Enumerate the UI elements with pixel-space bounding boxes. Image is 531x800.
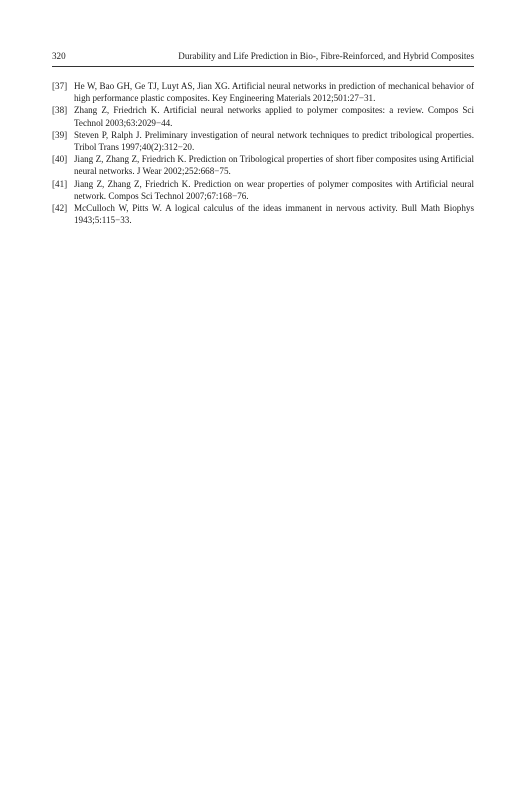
reference-text: Zhang Z, Friedrich K. Artificial neural networks applied to polymer composites: a review. Compos Sci Technol 2003;63:2029−44. [74,105,474,128]
reference-number: [38] [52,105,68,116]
reference-item [52,178,474,202]
reference-text: Jiang Z, Zhang Z, Friedrich K. Prediction on Tribological properties of short fiber composites using Artificial neural networks. J Wear 2002;252:668−75. [74,154,474,177]
page-number: 320 [52,51,66,61]
reference-item [52,80,474,104]
reference-item [52,104,474,128]
running-head [52,51,474,62]
reference-text: McCulloch W, Pitts W. A logical calculus of the ideas immanent in nervous activity. Bull Math Biophys 1943;5:115−33. [74,203,474,226]
reference-item [52,153,474,177]
reference-number: [39] [52,129,68,140]
header-rule [52,66,474,67]
reference-text: Jiang Z, Zhang Z, Friedrich K. Prediction on wear properties of polymer composites with Artificial neural network. Compos Sci Technol 2007;67:168−76. [74,178,474,201]
reference-number: [37] [52,81,68,91]
book-title: Durability and Life Prediction in Bio-, Fibre-Reinforced, and Hybrid Composites [178,51,474,61]
reference-item [52,202,474,226]
reference-number: [40] [52,154,68,165]
reference-text: Steven P, Ralph J. Preliminary investigation of neural network techniques to predict tribological properties. Tribol Trans 1997;40(2):312−20. [74,129,474,153]
reference-item [52,129,474,153]
reference-text: He W, Bao GH, Ge TJ, Luyt AS, Jian XG. Artificial neural networks in prediction of mechanical behavior of high performance plastic composites. Key Engineering Materials 2012;501:27−31. [74,81,474,104]
reference-number: [42] [52,203,68,214]
reference-number: [41] [52,178,68,189]
reference-list [52,80,474,226]
